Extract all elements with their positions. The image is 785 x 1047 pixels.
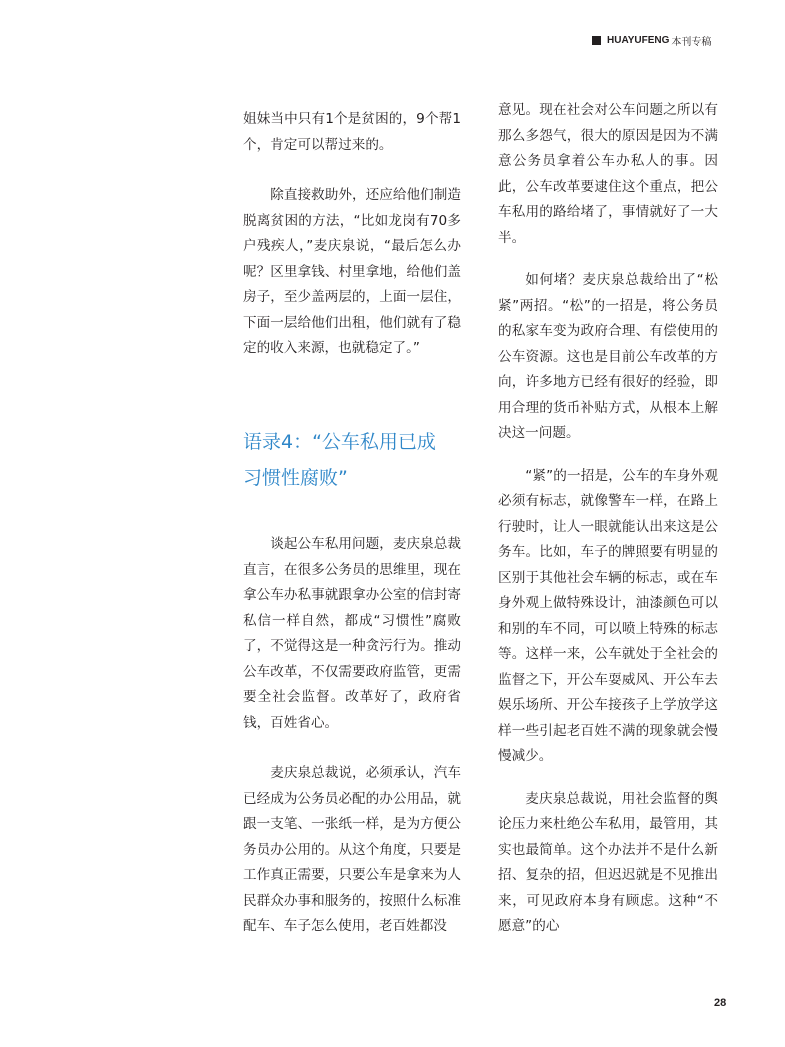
running-header xyxy=(592,32,742,48)
right-column xyxy=(498,98,718,940)
section-heading xyxy=(243,424,473,496)
magazine-brand: HUAYUFENG xyxy=(607,34,670,46)
section-label: 本刊专稿 xyxy=(671,36,712,48)
paragraph: 除直接救助外，还应给他们制造脱离贫困的方法，“比如龙岗有70多户残疾人，”麦庆泉说，“最后怎么办呢？区里拿钱、村里拿地，给他们盖房子，至少盖两层的，上面一层住，下面一层给他们出租，他们就有了稳定的收入来源，也就稳定了。” xyxy=(243,187,461,356)
paragraph: 意见。现在社会对公车问题之所以有那么多怨气，很大的原因是因为不满意公务员拿着公车办私人的事。因此，公车改革要逮住这个重点，把公车私用的路给堵了，事情就好了一大半。 xyxy=(498,102,718,246)
left-column-bottom xyxy=(243,532,461,940)
paragraph: 姐妹当中只有1个是贫困的，9个帮1个，肯定可以帮过来的。 xyxy=(243,111,461,153)
left-column-top xyxy=(243,107,461,362)
section-heading-line: 习惯性腐败” xyxy=(243,467,348,489)
paragraph: 谈起公车私用问题，麦庆泉总裁直言，在很多公务员的思维里，现在拿公车办私事就跟拿办公室的信封寄私信一样自然，都成“习惯性”腐败了，不觉得这是一种贪污行为。推动公车改革，不仅需要政府监管，更需要全社会监督。改革好了，政府省钱，百姓省心。 xyxy=(243,536,461,731)
paragraph: 如何堵？麦庆泉总裁给出了“松紧”两招。“松”的一招是，将公务员的私家车变为政府合理、有偿使用的公车资源。这也是目前公车改革的方向，许多地方已经有很好的经验，即用合理的货币补贴方式，从根本上解决这一问题。 xyxy=(498,272,718,441)
section-heading-line: 语录4：“公车私用已成 xyxy=(243,431,436,453)
paragraph: 麦庆泉总裁说，必须承认，汽车已经成为公务员必配的办公用品，就跟一支笔、一张纸一样，是为方便公务员办公用的。从这个角度，只要是工作真正需要，只要公车是拿来为人民群众办事和服务的，按照什么标准配车、车子怎么使用，老百姓都没 xyxy=(243,765,461,934)
paragraph: “紧”的一招是，公车的车身外观必须有标志，就像警车一样，在路上行驶时，让人一眼就能认出来这是公务车。比如，车子的牌照要有明显的区别于其他社会车辆的标志，或在车身外观上做特殊设计，油漆颜色可以和别的车不同，可以喷上特殊的标志等。这样一来，公车就处于全社会的监督之下，开公车耍威风、开公车去娱乐场所、开公车接孩子上学放学这样一些引起老百姓不满的现象就会慢慢减少。 xyxy=(498,467,718,764)
paragraph: 麦庆泉总裁说，用社会监督的舆论压力来杜绝公车私用，最管用，其实也最简单。这个办法并不是什么新招、复杂的招，但迟迟就是不见推出来，可见政府本身有顾虑。这种“不愿意”的心 xyxy=(498,790,718,934)
square-bullet-icon xyxy=(592,36,601,45)
page-number: 28 xyxy=(714,997,727,1009)
